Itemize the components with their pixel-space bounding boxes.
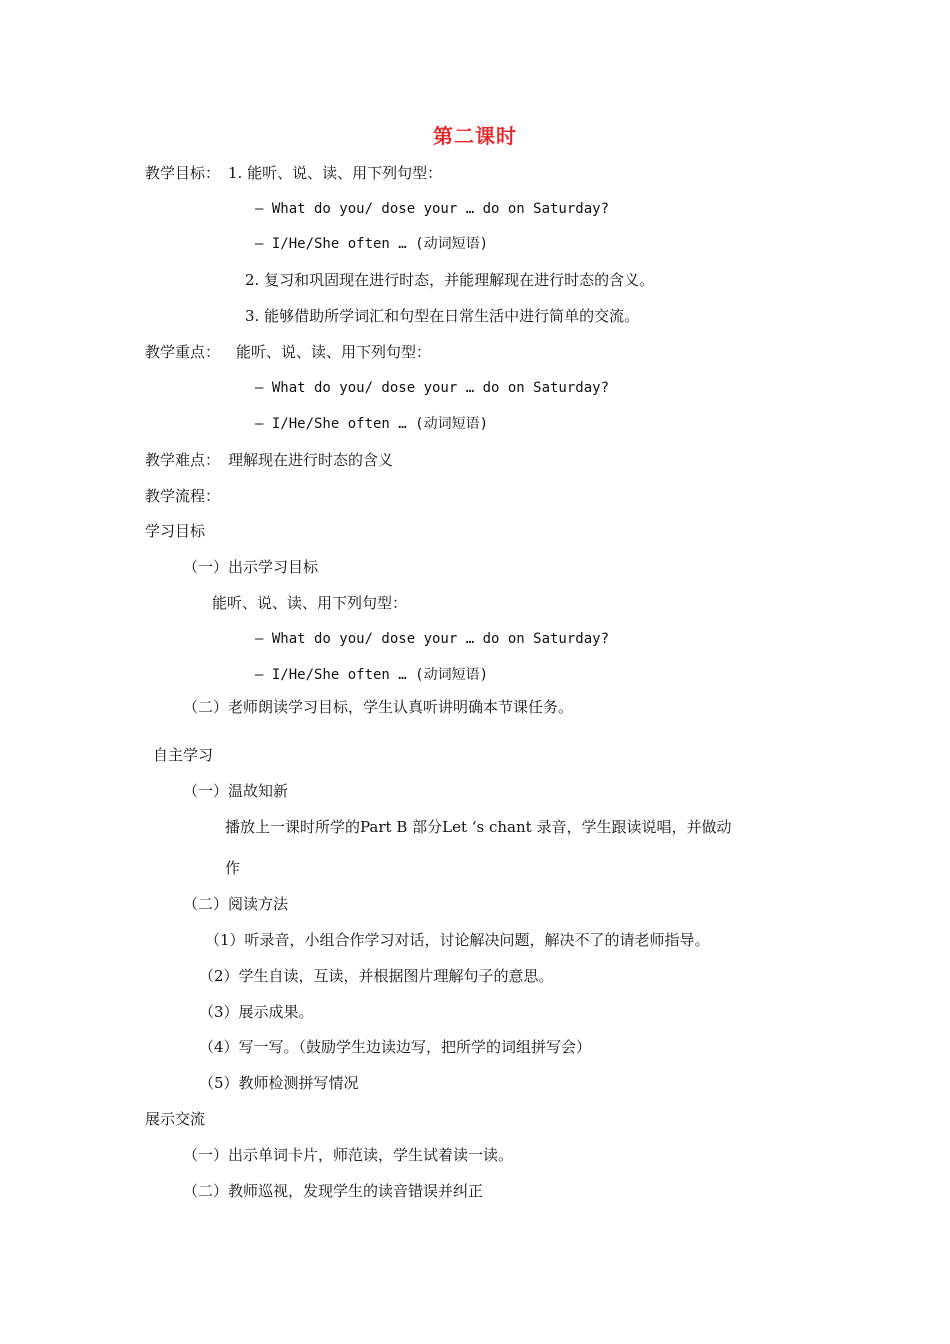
reading-step-4: （4）写一写。（鼓励学生边读边写，把所学的词组拼写会） [199,1038,592,1056]
show-heading: 展示交流 [145,1110,206,1128]
process-label: 教学流程： [145,487,221,505]
difficulty-text: 理解现在进行时态的含义 [228,451,394,469]
self-study-sub-2: （二）阅读方法 [183,895,289,913]
goals-item-2: 2. 复习和巩固现在进行时态，并能理解现在进行时态的含义。 [245,271,655,289]
goals-label: 教学目标： [145,164,221,182]
page-title: 第二课时 [433,124,517,148]
self-study-sub-1: （一）温故知新 [183,782,289,800]
goals-item-3: 3. 能够借助所学词汇和句型在日常生活中进行简单的交流。 [245,307,640,325]
key-points-question-pattern: — What do you/ dose your … do on Saturday? [255,380,610,396]
learning-goals-answer-pattern: — I/He/She often … (动词短语) [255,667,489,683]
learning-goals-question-pattern: — What do you/ dose your … do on Saturday? [255,631,610,647]
reading-step-1: （1）听录音，小组合作学习对话，讨论解决问题，解决不了的请老师指导。 [205,931,710,949]
show-sub-1: （一）出示单词卡片，师范读，学生试着读一读。 [183,1146,514,1164]
goals-question-pattern: — What do you/ dose your … do on Saturday? [255,201,610,217]
reading-step-2: （2）学生自读，互读，并根据图片理解句子的意思。 [199,967,554,985]
learning-goals-sub-1: （一）出示学习目标 [183,558,319,576]
reading-step-5: （5）教师检测拼写情况 [199,1074,359,1092]
goals-answer-pattern: — I/He/She often … (动词短语) [255,236,489,252]
learning-goals-heading: 学习目标 [145,522,206,540]
self-study-text-line-1: 播放上一课时所学的Part B 部分Let ‘s chant 录音，学生跟读说唱，并做动 [225,818,732,836]
learning-goals-sub-2: （二）老师朗读学习目标，学生认真听讲明确本节课任务。 [183,698,574,716]
self-study-heading: 自主学习 [153,746,214,764]
show-sub-2: （二）教师巡视，发现学生的读音错误并纠正 [183,1182,484,1200]
goals-item-1: 1. 能听、说、读、用下列句型： [228,164,443,182]
reading-step-3: （3）展示成果。 [199,1003,314,1021]
key-points-label: 教学重点： [145,343,221,361]
self-study-text-line-2: 作 [225,859,241,877]
difficulty-label: 教学难点： [145,451,221,469]
key-points-text: 能听、说、读、用下列句型： [236,343,432,361]
learning-goals-text: 能听、说、读、用下列句型： [212,594,408,612]
key-points-answer-pattern: — I/He/She often … (动词短语) [255,416,489,432]
